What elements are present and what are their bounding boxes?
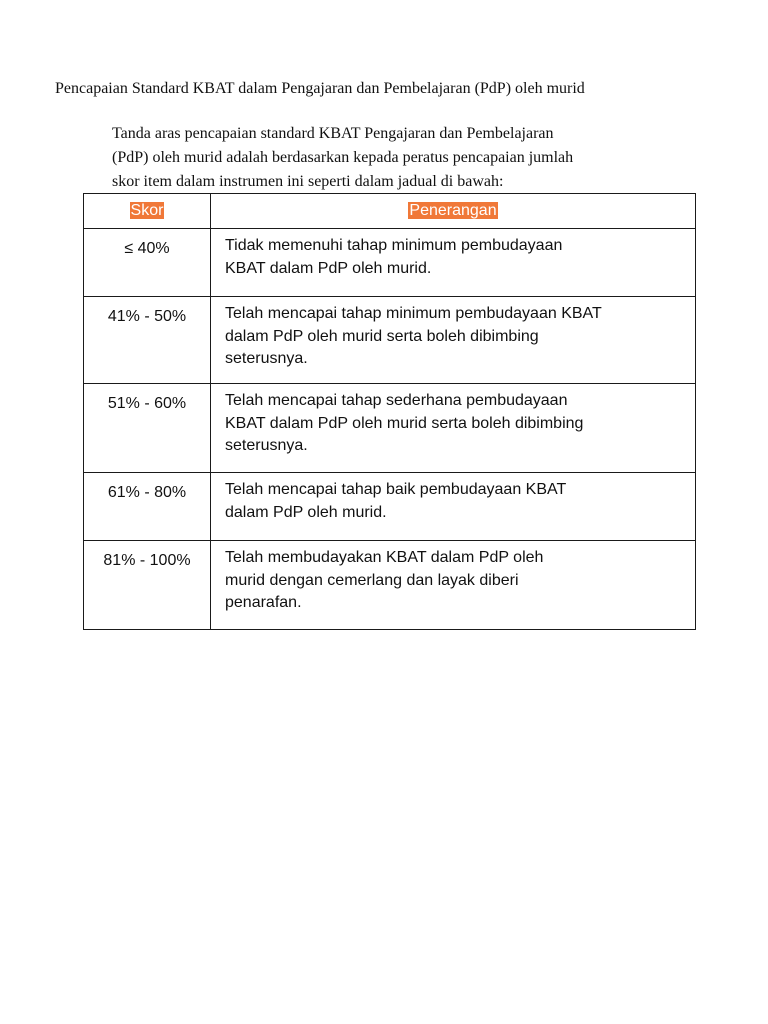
header-penerangan: [211, 194, 696, 229]
penerangan-line: KBAT dalam PdP oleh murid.: [225, 259, 432, 277]
score-table-container: [83, 193, 695, 630]
table-header-row: [84, 194, 696, 229]
intro-line: skor item dalam instrumen ini seperti dalam jadual di bawah:: [112, 173, 504, 190]
penerangan-cell: [211, 541, 696, 630]
penerangan-line: Tidak memenuhi tahap minimum pembudayaan: [225, 237, 563, 254]
table-row: [84, 229, 696, 297]
score-table: [83, 193, 696, 630]
table-row: [84, 473, 696, 541]
skor-cell: 61% - 80%: [84, 473, 211, 541]
skor-cell: 51% - 60%: [84, 384, 211, 473]
penerangan-line: seterusnya.: [225, 350, 308, 367]
penerangan-cell: [211, 229, 696, 297]
penerangan-line: Telah membudayakan KBAT dalam PdP oleh: [225, 549, 544, 566]
penerangan-line: penarafan.: [225, 594, 302, 611]
penerangan-line: Telah mencapai tahap minimum pembudayaan KBAT: [225, 305, 602, 322]
skor-cell: ≤ 40%: [84, 229, 211, 297]
penerangan-cell: [211, 473, 696, 541]
penerangan-line: dalam PdP oleh murid serta boleh dibimbing: [225, 327, 539, 345]
intro-line: (PdP) oleh murid adalah berdasarkan kepada peratus pencapaian jumlah: [112, 149, 574, 166]
penerangan-line: dalam PdP oleh murid.: [225, 503, 387, 521]
header-penerangan-label: Penerangan: [409, 202, 497, 219]
penerangan-cell: [211, 384, 696, 473]
header-skor-label: Skor: [130, 202, 164, 219]
penerangan-line: Telah mencapai tahap sederhana pembudayaan: [225, 392, 568, 409]
skor-cell: 81% - 100%: [84, 541, 211, 630]
penerangan-line: Telah mencapai tahap baik pembudayaan KBAT: [225, 481, 567, 498]
penerangan-line: seterusnya.: [225, 437, 308, 454]
page-title: Pencapaian Standard KBAT dalam Pengajaran dan Pembelajaran (PdP) oleh murid: [55, 80, 585, 97]
penerangan-cell: [211, 297, 696, 384]
table-row: [84, 541, 696, 630]
penerangan-line: murid dengan cemerlang dan layak diberi: [225, 571, 519, 589]
table-row: [84, 384, 696, 473]
intro-line: Tanda aras pencapaian standard KBAT Pengajaran dan Pembelajaran: [112, 125, 554, 142]
header-skor: [84, 194, 211, 229]
table-row: [84, 297, 696, 384]
penerangan-line: KBAT dalam PdP oleh murid serta boleh dibimbing: [225, 414, 584, 432]
intro-paragraph: [112, 122, 662, 194]
skor-cell: 41% - 50%: [84, 297, 211, 384]
